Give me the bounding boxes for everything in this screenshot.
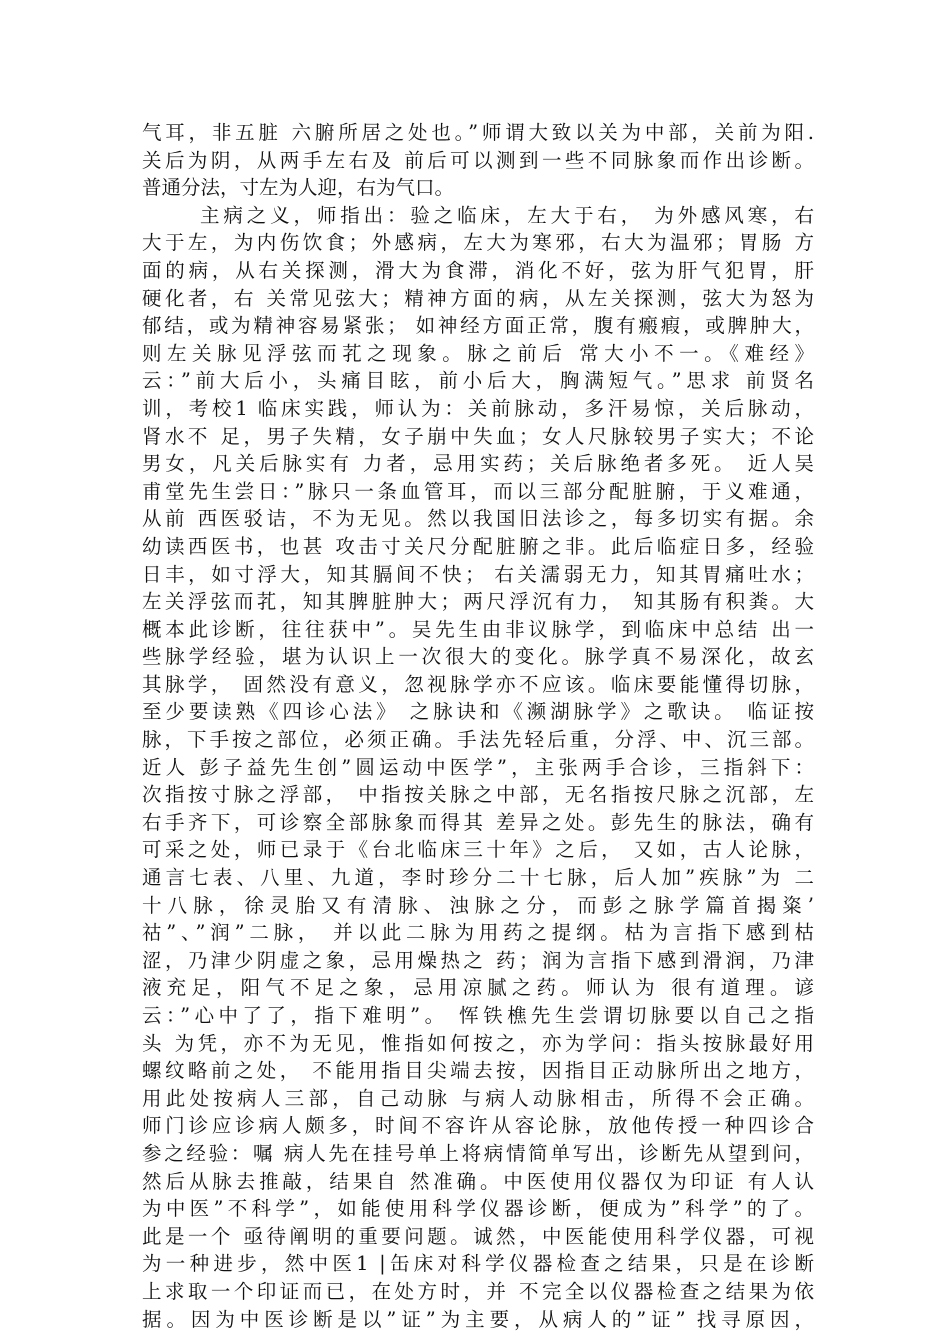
text-line: 螺纹略前之处， 不能用指目尖端去按，因指目正动脉所出之地方， (142, 1059, 814, 1083)
text-line: 用此处按病人三部，自己动脉 与病人动脉相击，所得不会正确。 (142, 1086, 814, 1110)
paragraph-first-line: 主病之义，师指出：验之临床，左大于右， 为外感风寒，右 (200, 203, 814, 227)
text-line: 然后从脉去推敲，结果自 然准确。中医使用仪器仅为印证 有人认 (142, 1169, 814, 1193)
text-line: 硬化者，右 关常见弦大；精神方面的病，从左关探测，弦大为怒为 (142, 286, 814, 310)
text-line: 参之经验：嘱 病人先在挂号单上将病情简单写出，诊断先从望到问， (142, 1141, 814, 1165)
text-line: 郁结，或为精神容易紧张； 如神经方面正常，腹有瘢瘕，或脾肿大， (142, 314, 814, 338)
text-line: 通言七表、八里、九道，李时珍分二十七脉，后人加”疾脉”为 二 (142, 866, 814, 890)
text-line: 近人 彭子益先生创”圆运动中医学”，主张两手合诊，三指斜下： (142, 755, 814, 779)
text-line: 为中医”不科学”，如能使用科学仪器诊断，便成为”科学”的了。 (142, 1197, 814, 1221)
text-line: 普通分法，寸左为人迎，右为气口。 (142, 176, 455, 200)
text-line: 些脉学经验，堪为认识上一次很大的变化。脉学真不易深化，故玄 (142, 645, 814, 669)
text-line: 则左关脉见浮弦而芤之现象。脉之前后 常大小不一。《难经》 (142, 341, 814, 365)
text-line: 右手齐下，可诊察全部脉象而得其 差异之处。彭先生的脉法，确有 (142, 810, 814, 834)
text-line: 涩，乃津少阴虚之象，忌用燥热之 药；润为言指下感到滑润，乃津 (142, 948, 814, 972)
text-line: 幼读西医书，也甚 攻击寸关尺分配脏腑之非。此后临症日多，经验 (142, 534, 814, 558)
text-line: 此是一个 亟待阐明的重要问题。诚然，中医能使用科学仪器，可视 (142, 1224, 814, 1248)
text-line: 云：”心中了了，指下难明”。 恽铁樵先生尝谓切脉要以自己之指 (142, 1004, 814, 1027)
text-line: 十八脉，徐灵胎又有清脉、浊脉之分，而彭之脉学篇首揭粢’ (142, 893, 814, 917)
text-line: 次指按寸脉之浮部， 中指按关脉之中部，无名指按尺脉之沉部，左 (142, 783, 814, 807)
text-line: 甫堂先生尝日：”脉只一条血管耳，而以三部分配脏腑，于义难通， (142, 479, 814, 503)
text-line: 面的病，从右关探测，滑大为食滞，消化不好，弦为肝气犯胃，肝 (142, 258, 814, 282)
text-line: 头 为凭，亦不为无见，惟指如何按之，亦为学问：指头按脉最好用 (142, 1031, 814, 1055)
text-line: 概本此诊断，往往获中”。吴先生由非议脉学，到临床中总结 出一 (142, 617, 814, 641)
text-line: 据。因为中医诊断是以”证”为主要，从病人的”证” 找寻原因， (142, 1307, 814, 1331)
text-line: 脉，下手按之部位，必须正确。手法先轻后重，分浮、中、沉三部。 (142, 728, 814, 752)
text-line: 师门诊应诊病人颇多，时间不容许从容论脉，放他传授一种四诊合 (142, 1114, 814, 1138)
text-line: 大于左，为内伤饮食；外感病，左大为寒邪，右大为温邪；胃肠 方 (142, 231, 814, 255)
text-line: 可采之处，师已录于《台北临床三十年》之后， 又如，古人论脉， (142, 838, 814, 862)
text-line: 从前 西医驳诘，不为无见。然以我国旧法诊之，每多切实有据。余 (142, 507, 814, 531)
text-line: 上求取一个印证而已，在处方时，并 不完全以仪器检查之结果为依 (142, 1279, 814, 1303)
text-line: 祜”、”润”二脉， 并以此二脉为用药之提纲。枯为言指下感到枯 (142, 921, 814, 945)
text-line: 其脉学， 固然没有意义，忽视脉学亦不应该。临床要能懂得切脉， (142, 672, 814, 696)
text-line: 日丰，如寸浮大，知其膈间不快； 右关濡弱无力，知其胃痛吐水； (142, 562, 814, 586)
text-line: 男女，凡关后脉实有 力者，忌用实药；关后脉绝者多死。 近人吴 (142, 452, 814, 476)
text-line: 液充足，阳气不足之象，忌用凉腻之药。师认为 很有道理。谚 (142, 976, 814, 1000)
text-line: 训，考校1 临床实践，师认为：关前脉动，多汗易惊，关后脉动， (142, 396, 814, 420)
text-line: 关后为阴，从两手左右及 前后可以测到一些不同脉象而作出诊断。 (142, 148, 814, 172)
document-body (142, 119, 814, 1333)
text-line: 气耳，非五脏 六腑所居之处也。”师谓大致以关为中部，关前为阳. (142, 121, 814, 144)
text-line: 为一种进步，然中医1 |缶床对科学仪器检查之结果，只是在诊断 (142, 1252, 814, 1276)
text-line: 云：”前大后小，头痛目眩，前小后大，胸满短气。”思求 前贤名 (142, 369, 814, 393)
text-line: 肾水不 足，男子失精，女子崩中失血；女人尺脉较男子实大；不论 (142, 424, 814, 448)
text-line: 至少要读熟《四诊心法》 之脉诀和《濒湖脉学》之歌诀。 临证按 (142, 700, 814, 724)
text-line: 左关浮弦而芤，知其脾脏肿大；两尺浮沉有力， 知其肠有积粪。大 (142, 590, 814, 614)
